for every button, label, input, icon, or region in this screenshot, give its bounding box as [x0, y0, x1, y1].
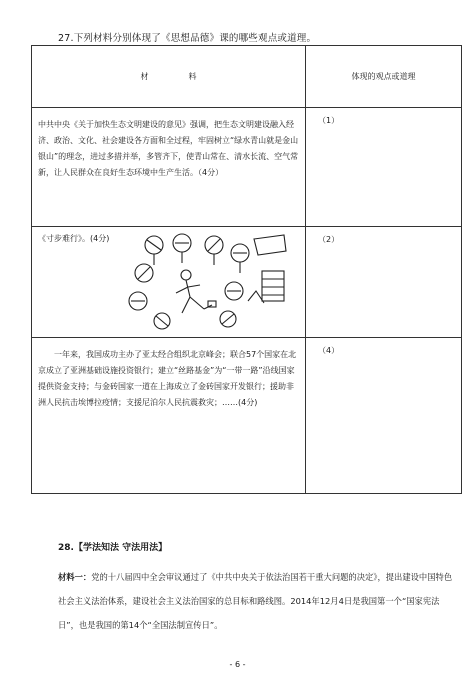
- material-1-body: 党的十八届四中全会审议通过了《中共中央关于依法治国若干重大问题的决定》，提出建设中国特色社会主义法治体系，建设社会主义法治国家的总目标和路线图。2014年12月4日是我国第一个“国家宪法日”，也是我国的第14个“全国法制宣传日”。: [58, 572, 453, 630]
- material-2-cell: [32, 227, 306, 338]
- table-row: [32, 338, 462, 494]
- answer-slot-4: （4）: [306, 338, 462, 494]
- header-material: 材 料: [32, 46, 306, 108]
- material-1-text: 中共中央《关于加快生态文明建设的意见》强调，把生态文明建设融入经济、政治、文化、社会建设各方面和全过程，牢固树立“绿水青山就是金山银山”的理念，进过多措并举，多管齐下，使青山常在、清水长流、空气常新，让人民群众在良好生态环境中生产生活。（4分）: [32, 108, 306, 227]
- material-3-text: 一年来，我国成功主办了亚太经合组织北京峰会；联合57个国家在北京成立了亚洲基础设施投资银行；建立“丝路基金”为“一带一路”沿线国家提供资金支持；与金砖国家一道在上海成立了金砖国家开发银行；援助非洲人民抗击埃博拉疫情；支援尼泊尔人民抗震救灾；……(4分): [32, 338, 306, 494]
- table-row: [32, 108, 462, 227]
- table-row: [32, 227, 462, 338]
- cartoon-caption: 《寸步难行》。(4分): [38, 234, 110, 243]
- table-header-row: [32, 46, 462, 108]
- header-view: 体现的观点或道理: [306, 46, 462, 108]
- material-1-paragraph: [58, 565, 453, 637]
- answer-slot-2: （2）: [306, 227, 462, 338]
- answer-slot-1: （1）: [306, 108, 462, 227]
- page-number: - 6 -: [229, 660, 246, 669]
- question-27-title: 27.下列材料分别体现了《思想品德》课的哪些观点或道理。: [58, 33, 317, 44]
- question-28-title: 28.【学法知法 守法用法】: [58, 543, 168, 553]
- cartoon-image: [124, 231, 294, 331]
- materials-table: [31, 45, 462, 494]
- material-1-label: 材料一：: [58, 572, 92, 582]
